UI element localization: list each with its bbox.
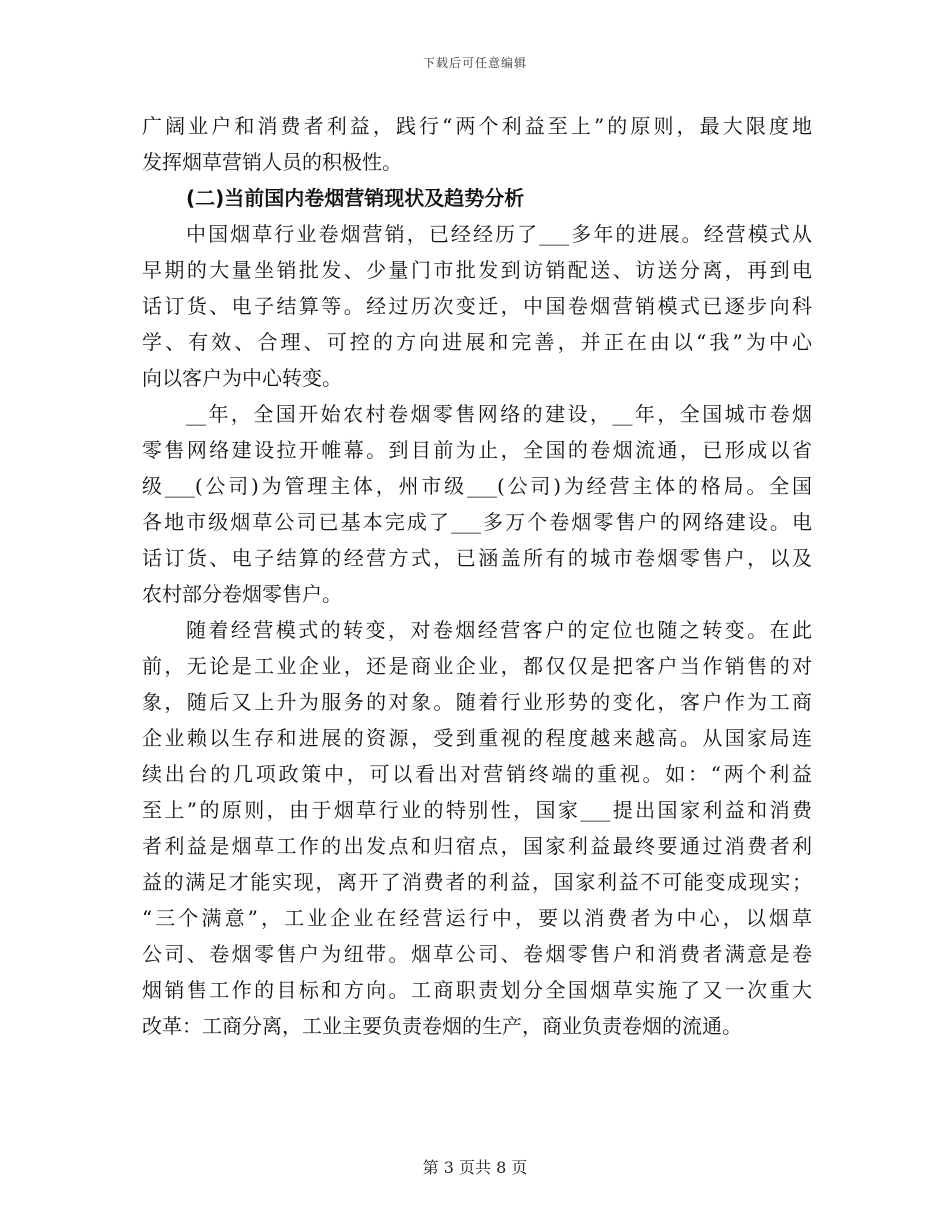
text-line: 农村部分卷烟零售户。 <box>142 582 342 606</box>
text-line: 学、有效、合理、可控的方向进展和完善，并正在由以“我”为中心 <box>142 330 812 354</box>
text-line: 早期的大量坐销批发、少量门市批发到访销配送、访送分离，再到电 <box>142 258 812 282</box>
paragraph <box>142 216 812 396</box>
paragraph <box>142 108 812 180</box>
text-line: 中国烟草行业卷烟营销，已经经历了___多年的进展。经营模式从 <box>186 222 812 246</box>
document-body <box>142 108 812 1044</box>
text-line: 公司、卷烟零售户为纽带。烟草公司、卷烟零售户和消费者满意是卷 <box>142 942 812 966</box>
text-line: 级___(公司)为管理主体，州市级___(公司)为经营主体的格局。全国 <box>142 474 812 498</box>
text-line: 至上”的原则，由于烟草行业的特别性，国家___提出国家利益和消费 <box>142 798 812 822</box>
text-line: 前，无论是工业企业，还是商业企业，都仅仅是把客户当作销售的对 <box>142 654 812 678</box>
text-line: 各地市级烟草公司已基本完成了___多万个卷烟零售户的网络建设。电 <box>142 510 812 534</box>
text-line: “三个满意”，工业企业在经营运行中，要以消费者为中心，以烟草 <box>142 906 812 930</box>
text-line: 改革：工商分离，工业主要负责卷烟的生产，商业负责卷烟的流通。 <box>142 1014 742 1038</box>
paragraph <box>142 396 812 612</box>
page-header: 下载后可任意编辑 <box>422 56 527 70</box>
text-line: 企业赖以生存和进展的资源，受到重视的程度越来越高。从国家局连 <box>142 726 812 750</box>
text-line: 话订货、电子结算等。经过历次变迁，中国卷烟营销模式已逐步向科 <box>142 294 812 318</box>
text-line: 向以客户为中心转变。 <box>142 366 342 390</box>
text-line: 话订货、电子结算的经营方式，已涵盖所有的城市卷烟零售户，以及 <box>142 546 812 570</box>
text-line: 随着经营模式的转变，对卷烟经营客户的定位也随之转变。在此 <box>186 618 812 642</box>
page-footer: 第 3 页共 8 页 <box>422 1158 528 1177</box>
text-line: 发挥烟草营销人员的积极性。 <box>142 150 402 174</box>
section-heading: (二)当前国内卷烟营销现状及趋势分析 <box>186 186 525 210</box>
text-line: 零售网络建设拉开帷幕。到目前为止，全国的卷烟流通，已形成以省 <box>142 438 812 462</box>
paragraph <box>142 612 812 1044</box>
text-line: 烟销售工作的目标和方向。工商职责划分全国烟草实施了又一次重大 <box>142 978 812 1002</box>
text-line: 广阔业户和消费者利益，践行“两个利益至上”的原则，最大限度地 <box>142 114 812 138</box>
text-line: 续出台的几项政策中，可以看出对营销终端的重视。如：“两个利益 <box>142 762 812 786</box>
text-line: 益的满足才能实现，离开了消费者的利益，国家利益不可能变成现实； <box>142 870 812 894</box>
text-line: 者利益是烟草工作的出发点和归宿点，国家利益最终要通过消费者利 <box>142 834 812 858</box>
text-line: __年，全国开始农村卷烟零售网络的建设，__年，全国城市卷烟 <box>186 402 812 426</box>
text-line: 象，随后又上升为服务的对象。随着行业形势的变化，客户作为工商 <box>142 690 812 714</box>
